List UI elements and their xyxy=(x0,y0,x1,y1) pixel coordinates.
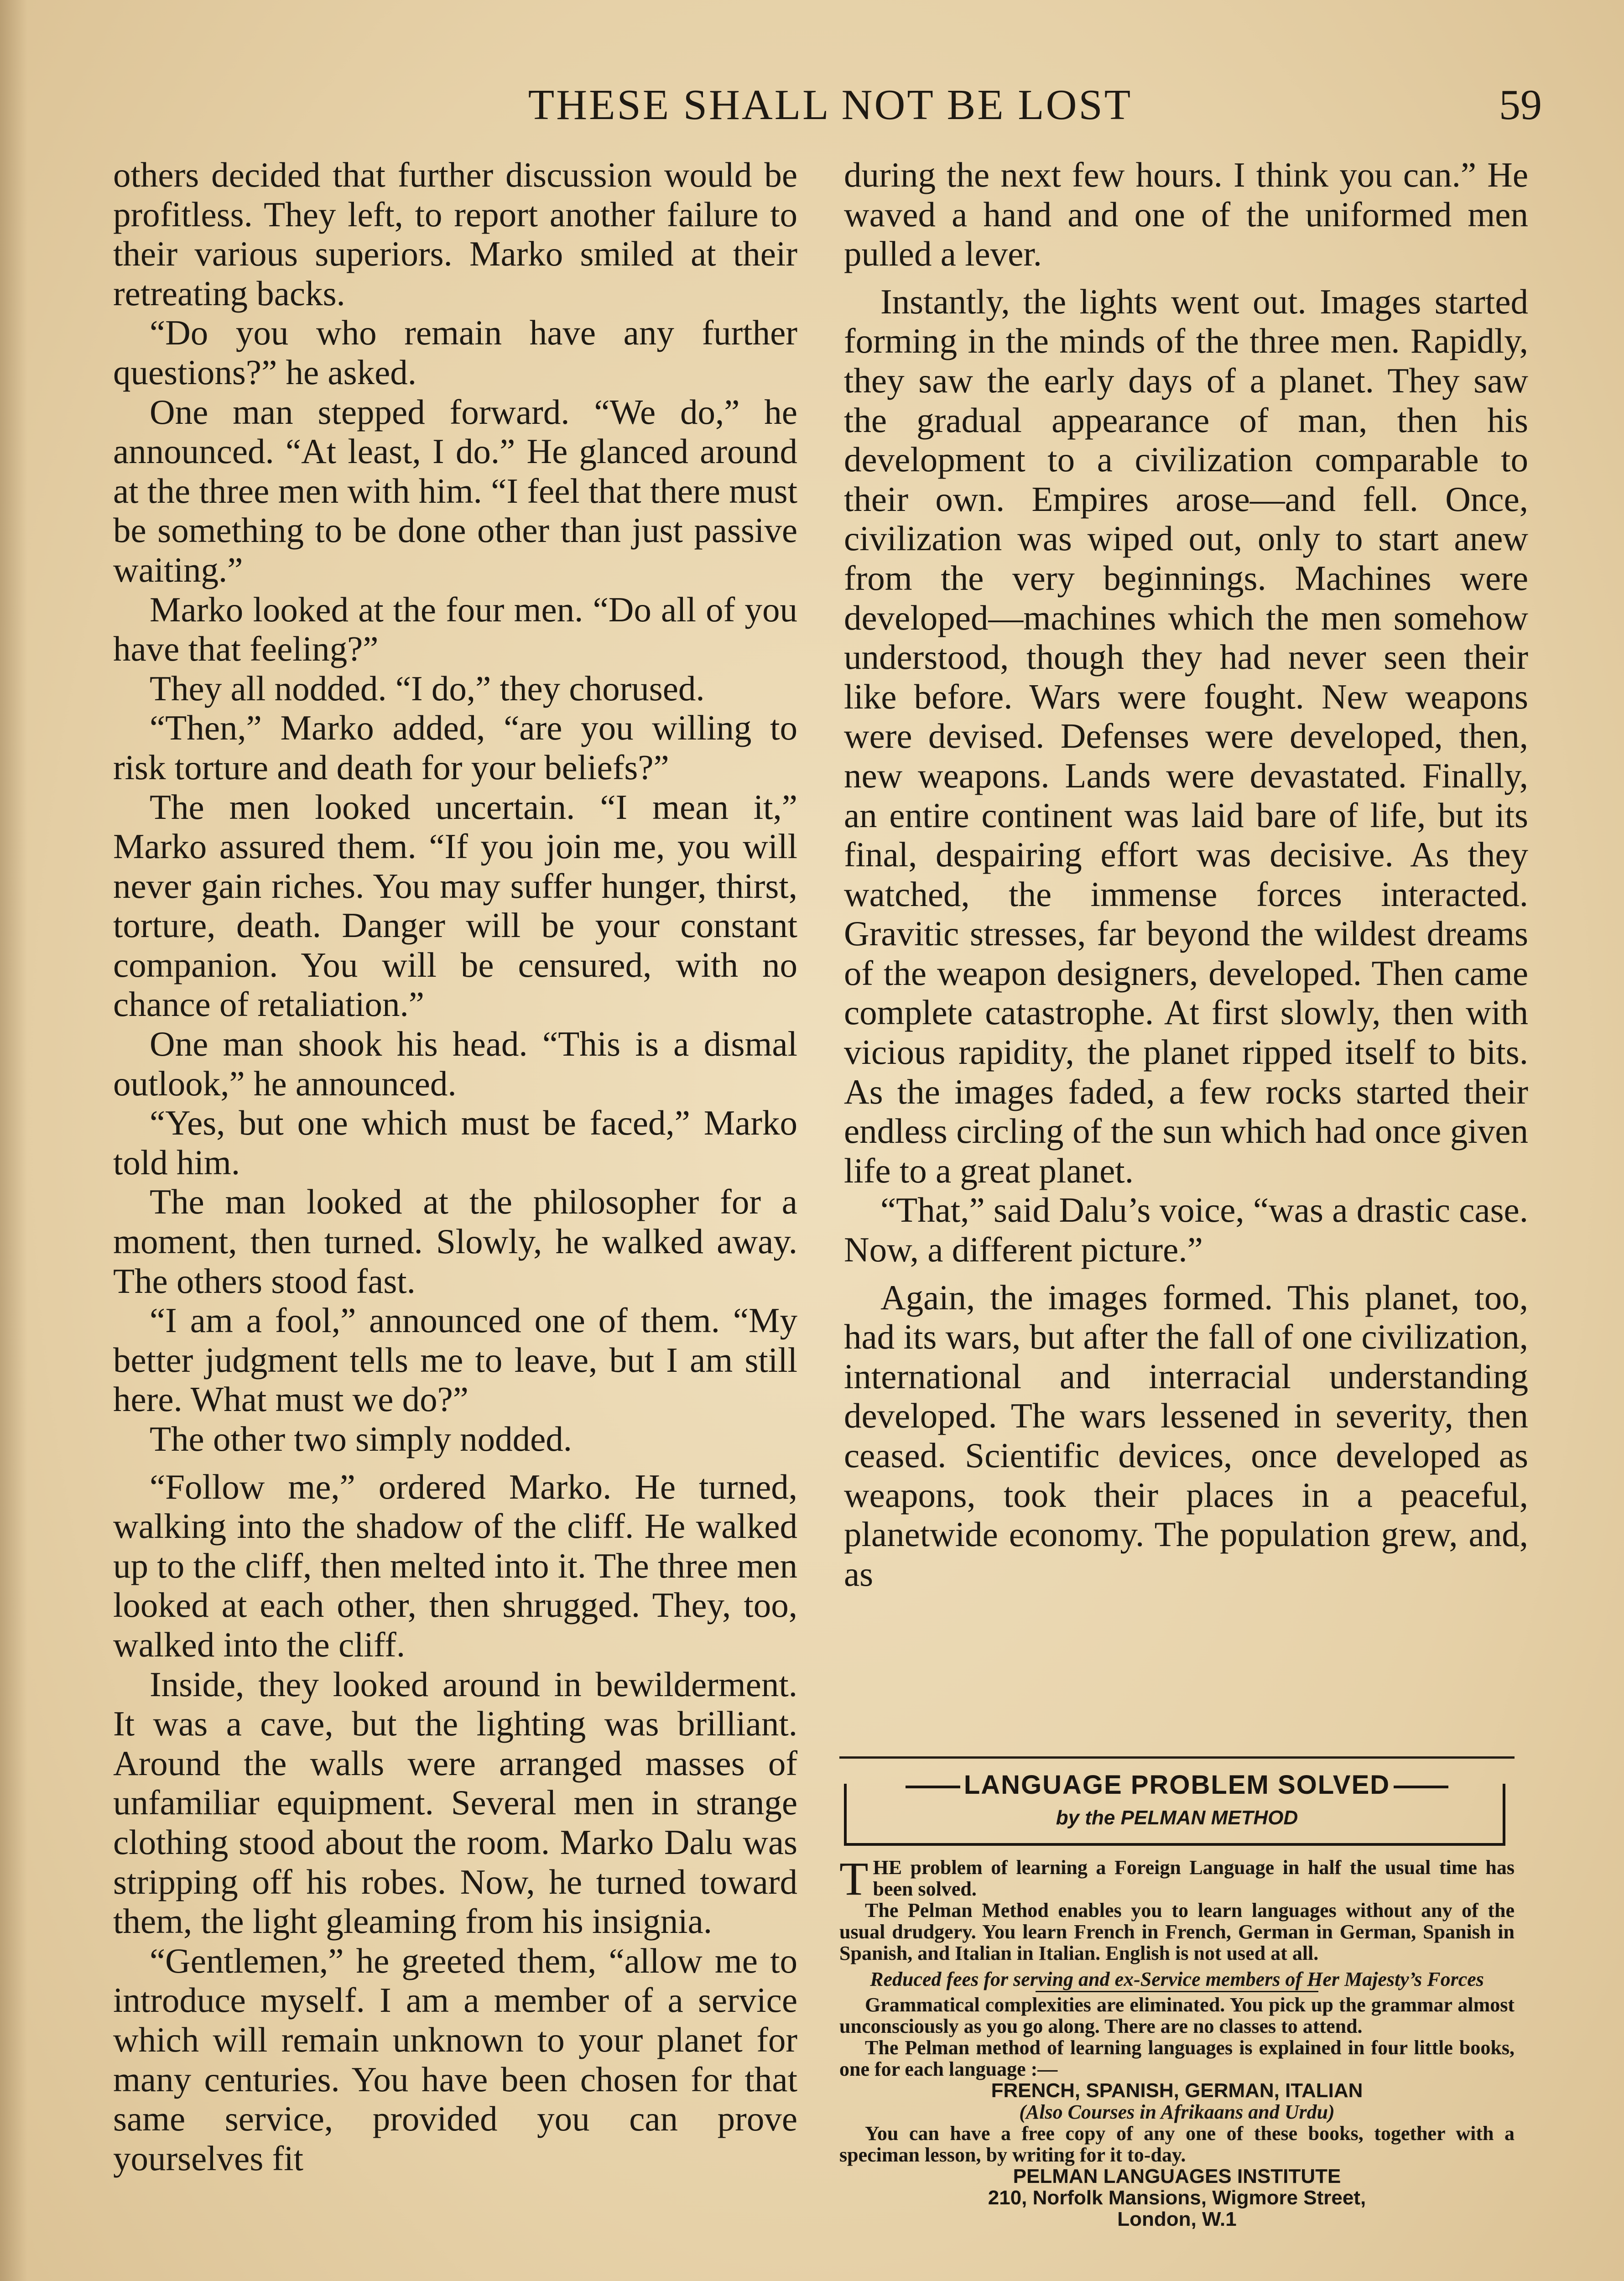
right-text-column xyxy=(844,155,1528,1715)
headline-dash-left xyxy=(906,1786,960,1788)
ad-address-line: London, W.1 xyxy=(1117,2208,1237,2230)
paragraph: Instantly, the lights went out. Images started forming in the minds of the three men. Rapidly, they saw the early days of a planet. They saw the gradual appearance of man, then his development to a civilization comparable to their own. Empires arose—and fell. Once, civilization was wiped out, only to start anew from the very beginnings. Machines were developed—machines which the men somehow understood, though they had never seen their like before. Wars were fought. New weapons were devised. Defenses were developed, then, new weapons. Lands were devastated. Finally, an entire continent was laid bare of life, but its final, despairing effort was decisive. As they watched, the immense forces interacted. Gravitic stresses, far beyond the wildest dreams of the weapon designers, developed. Then came complete catastrophe. At first slowly, then with vicious rapidity, the planet ripped itself to bits. As the images faded, a few rocks started their endless circling of the sun which had once given life to a great planet. xyxy=(844,281,1528,1190)
ad-subheadline: by the PELMAN METHOD xyxy=(1056,1807,1298,1829)
ad-paragraph: The Pelman method of learning languages is explained in four little books, one for each language :— xyxy=(839,2036,1515,2080)
ad-top-rule xyxy=(839,1756,1515,1759)
paragraph: Inside, they looked around in bewilderment. It was a cave, but the lighting was brilliant. Around the walls were arranged masses of unfamiliar equipment. Several men in strange clothing stood about the room. Marko Dalu was stripping off his robes. Now, he turned toward them, the light gleaming from his insignia. xyxy=(113,1664,797,1941)
ad-address-line: 210, Norfolk Mansions, Wigmore Street, xyxy=(988,2187,1366,2209)
paragraph: “I am a fool,” announced one of them. “My better judgment tells me to leave, but I am still here. What must we do?” xyxy=(113,1301,797,1419)
ad-paragraph: The Pelman Method enables you to learn languages without any of the usual drudgery. You learn French in French, German in German, Spanish in Spanish, and Italian in Italian. English is not used at all. xyxy=(839,1899,1515,1964)
left-text-column xyxy=(113,155,797,2281)
paragraph: during the next few hours. I think you can.” He waved a hand and one of the uniformed men pulled a lever. xyxy=(844,155,1528,274)
ad-body xyxy=(839,1853,1515,2281)
paragraph: The other two simply nodded. xyxy=(150,1419,572,1458)
paragraph: One man stepped forward. “We do,” he announced. “At least, I do.” He glanced around at the three men with him. “I feel that there must be something to be done other than just passive waiting.” xyxy=(113,392,797,589)
ad-also-courses: (Also Courses in Afrikaans and Urdu) xyxy=(1019,2101,1335,2123)
ad-headline-text: LANGUAGE PROBLEM SOLVED xyxy=(963,1770,1390,1800)
ad-note-rule xyxy=(1036,1991,1318,1992)
paragraph: The men looked uncertain. “I mean it,” Marko assured them. “If you join me, you will never gain riches. You may suffer hunger, thirst, torture, death. Danger will be your constant companion. You will be censured, with no chance of retaliation.” xyxy=(113,787,797,1024)
paragraph: The man looked at the philosopher for a moment, then turned. Slowly, he walked away. The others stood fast. xyxy=(113,1182,797,1301)
pelman-advertisement xyxy=(839,1756,1515,2281)
ad-paragraph-text: HE problem of learning a Foreign Language in half the usual time has been solved. xyxy=(873,1856,1515,1900)
paragraph: Marko looked at the four men. “Do all of you have that feeling?” xyxy=(113,589,797,669)
paragraph: “Then,” Marko added, “are you willing to risk torture and death for your beliefs?” xyxy=(113,708,797,787)
paragraph: “Follow me,” ordered Marko. He turned, walking into the shadow of the cliff. He walked up to the cliff, then melted into it. The three men looked at each other, then shrugged. They, too, walked into the cliff. xyxy=(113,1467,797,1664)
headline-dash-right xyxy=(1394,1786,1448,1788)
page-number: 59 xyxy=(1499,81,1542,129)
ad-paragraph xyxy=(839,1853,1515,1905)
ad-paragraph: You can have a free copy of any one of these books, together with a speciman lesson, by writing for it to-day. xyxy=(839,2122,1515,2166)
page-edge-shadow xyxy=(0,0,27,2281)
paragraph: They all nodded. “I do,” they chorused. xyxy=(150,668,705,708)
paragraph: “Yes, but one which must be faced,” Marko told him. xyxy=(113,1103,797,1182)
ad-headline xyxy=(839,1769,1515,1801)
paragraph: Again, the images formed. This planet, too, had its wars, but after the fall of one civilization, international and interracial understanding developed. The wars lessened in severity, then ceased. Scientific devices, once developed as weapons, took their places in a peaceful, planetwide economy. The population grew, and, as xyxy=(844,1277,1528,1594)
ad-institute-name: PELMAN LANGUAGES INSTITUTE xyxy=(1013,2165,1341,2187)
paragraph: “Gentlemen,” he greeted them, “allow me to introduce myself. I am a member of a service which will remain unknown to your planet for many centuries. You have been chosen for that same service, provided you can prove yourselves fit xyxy=(113,1941,797,2178)
ad-language-list: FRENCH, SPANISH, GERMAN, ITALIAN xyxy=(991,2079,1363,2102)
ad-paragraph: Grammatical complexities are eliminated. You pick up the grammar almost unconsciously as you go along. There are no classes to attend. xyxy=(839,1994,1515,2037)
running-title: THESE SHALL NOT BE LOST xyxy=(528,81,1133,129)
drop-cap: T xyxy=(839,1853,869,1905)
ad-forces-note: Reduced fees for serving and ex-Service members of Her Majesty’s Forces xyxy=(870,1968,1484,1990)
paragraph: others decided that further discussion would be profitless. They left, to report another failure to their various superiors. Marko smiled at their retreating backs. xyxy=(113,155,797,313)
paragraph: “Do you who remain have any further questions?” he asked. xyxy=(113,313,797,392)
paragraph: One man shook his head. “This is a dismal outlook,” he announced. xyxy=(113,1024,797,1103)
paragraph: “That,” said Dalu’s voice, “was a drastic case. Now, a different picture.” xyxy=(844,1190,1528,1270)
